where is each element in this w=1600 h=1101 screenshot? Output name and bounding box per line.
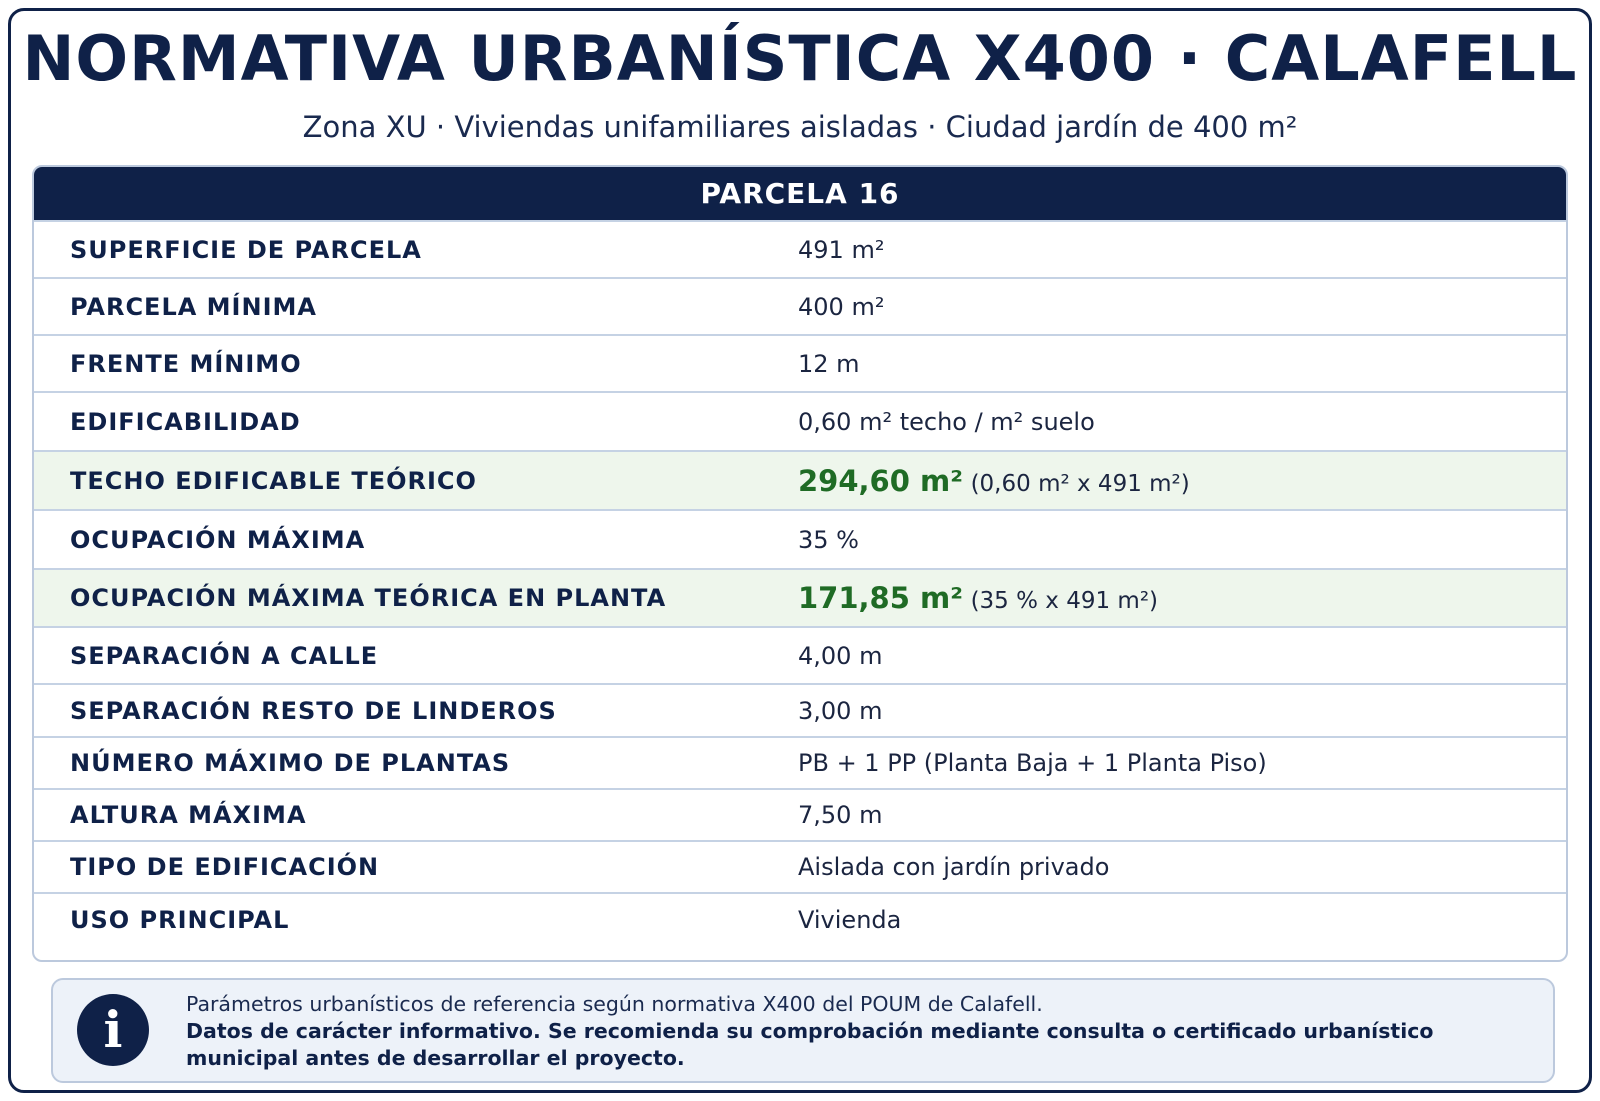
row-value: 0,60 m² techo / m² suelo: [798, 407, 1095, 436]
highlight-value: 171,85 m²: [798, 581, 963, 615]
row-value: Aislada con jardín privado: [798, 853, 1110, 881]
info-icon: i: [77, 994, 149, 1066]
table-header: PARCELA 16: [34, 167, 1566, 220]
row-label: FRENTE MÍNIMO: [70, 349, 302, 378]
row-value: 4,00 m: [798, 641, 883, 670]
row-label: PARCELA MÍNIMA: [70, 292, 317, 321]
highlight-value: 294,60 m²: [798, 463, 963, 498]
parcel-table: [32, 165, 1568, 962]
row-value: 7,50 m: [798, 801, 883, 829]
info-line-1: Parámetros urbanísticos de referencia según normativa X400 del POUM de Calafell.: [186, 992, 1043, 1016]
table-row-separacion-calle: [34, 626, 1566, 683]
page-subtitle: Zona XU · Viviendas unifamiliares aisladas · Ciudad jardín de 400 m²: [302, 110, 1298, 144]
row-value: [798, 464, 1190, 498]
table-row-altura-maxima: [34, 788, 1566, 840]
page-title: NORMATIVA URBANÍSTICA X400 · CALAFELL: [22, 22, 1578, 95]
table-row-separacion-linderos: [34, 683, 1566, 736]
table-row-uso-principal: [34, 892, 1566, 946]
row-label: TIPO DE EDIFICACIÓN: [70, 853, 380, 881]
table-row-parcela-minima: [34, 277, 1566, 334]
table-row-numero-plantas: [34, 736, 1566, 788]
row-label: SUPERFICIE DE PARCELA: [70, 235, 422, 264]
info-line-2: Datos de carácter informativo. Se recomienda su comprobación mediante consulta o certificado urbanístico: [186, 1019, 1434, 1043]
table-row-tipo-edificacion: [34, 840, 1566, 892]
row-value: 12 m: [798, 349, 860, 378]
info-box: [51, 978, 1555, 1083]
table-row-frente-minimo: [34, 334, 1566, 391]
row-label: SEPARACIÓN A CALLE: [70, 641, 379, 670]
row-label: NÚMERO MÁXIMO DE PLANTAS: [70, 749, 511, 777]
table-row-ocupacion-maxima: [34, 509, 1566, 568]
formula-note: (0,60 m² x 491 m²): [970, 470, 1190, 497]
row-value: 3,00 m: [798, 696, 883, 725]
formula-note: (35 % x 491 m²): [970, 588, 1159, 614]
table-row-techo-edificable: [34, 450, 1566, 509]
row-value: Vivienda: [798, 906, 902, 934]
table-row-superficie: [34, 220, 1566, 277]
row-label: USO PRINCIPAL: [70, 906, 290, 934]
row-value: PB + 1 PP (Planta Baja + 1 Planta Piso): [798, 749, 1267, 777]
table-row-edificabilidad: [34, 391, 1566, 450]
row-value: 35 %: [798, 525, 859, 554]
row-value: 491 m²: [798, 235, 885, 264]
info-line-3: municipal antes de desarrollar el proyecto.: [186, 1046, 685, 1070]
row-value: 400 m²: [798, 292, 885, 321]
table-row-ocupacion-teorica: [34, 568, 1566, 626]
row-label: ALTURA MÁXIMA: [70, 801, 307, 829]
row-label: OCUPACIÓN MÁXIMA TEÓRICA EN PLANTA: [70, 584, 667, 612]
row-label: TECHO EDIFICABLE TEÓRICO: [70, 466, 477, 495]
row-value: [798, 581, 1158, 615]
row-label: EDIFICABILIDAD: [70, 407, 301, 436]
info-text: [186, 991, 1433, 1072]
row-label: SEPARACIÓN RESTO DE LINDEROS: [70, 696, 557, 725]
row-label: OCUPACIÓN MÁXIMA: [70, 525, 366, 554]
